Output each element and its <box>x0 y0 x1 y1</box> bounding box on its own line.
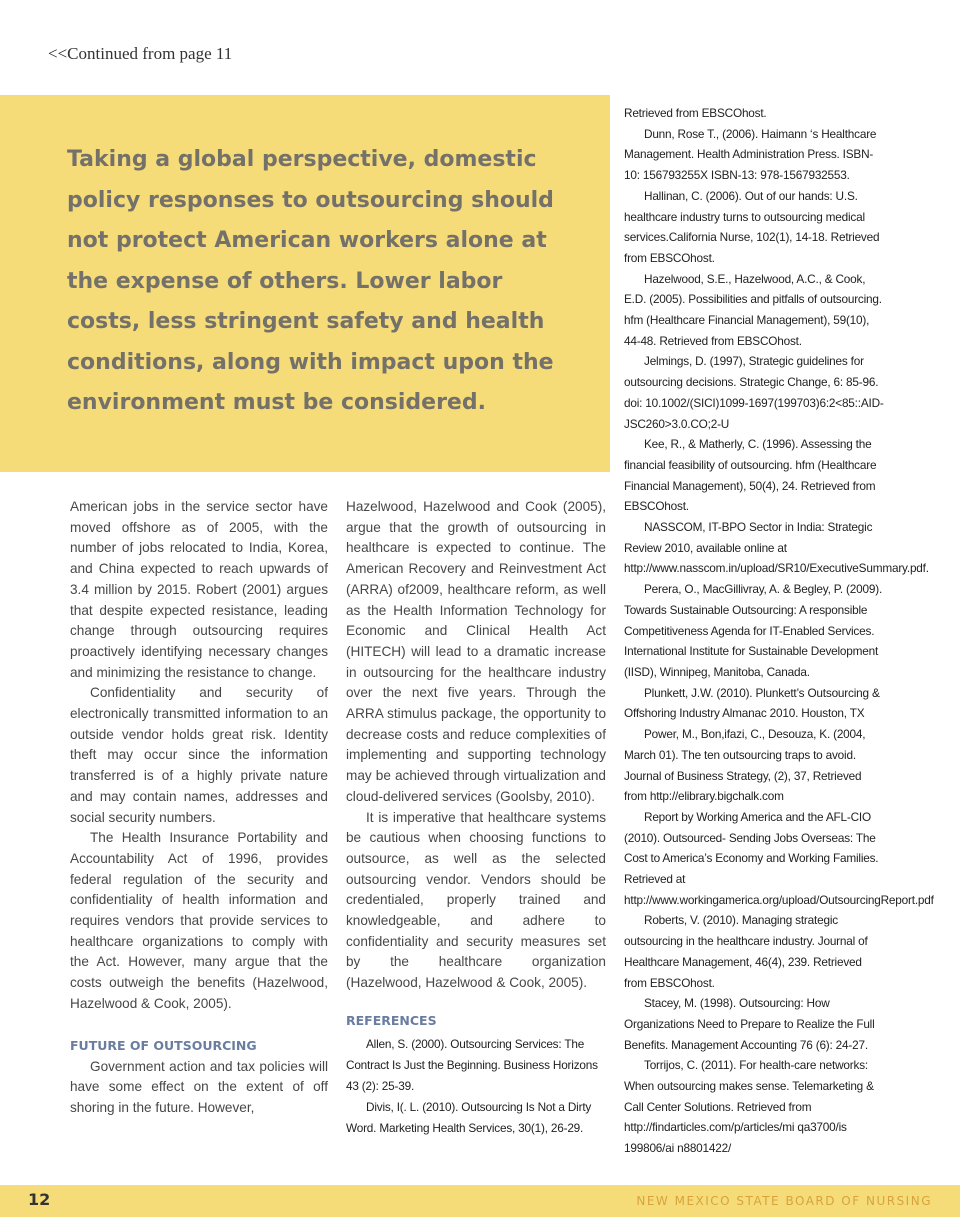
reference-item: Power, M., Bon,ifazi, C., Desouza, K. (2004, March 01). The ten outsourcing traps to avoid. Journal of Business Strategy, (2), 37, Retrieved from http://elibrary.bigchalk.com <box>624 727 866 804</box>
body-paragraph: Hazelwood, Hazelwood and Cook (2005), argue that the growth of outsourcing in healthcare is expected to continue. The American Recovery and Reinvestment Act (ARRA) of2009, healthcare reform, as well as the Health Information Technology for Economic and Clinical Health Act (HITECH) will lead to a dramatic increase in outsourcing for the healthcare industry over the next five years. Through the ARRA stimulus package, the opportunity to decrease costs and reduce complexities of implementing and supporting technology may be achieved through virtualization and cloud-delivered services (Goolsby, 2010). <box>346 499 606 804</box>
pullquote: Taking a global perspective, domestic policy responses to outsourcing should not protect American workers alone at the expense of others. Lower labor costs, less stringent safety and health conditions, along with impact upon the environment must be considered. <box>67 147 554 415</box>
section-heading-references: REFERENCES <box>346 1012 437 1028</box>
publication-name: NEW MEXICO STATE BOARD OF NURSING <box>636 1194 932 1208</box>
references-column-3 <box>624 103 934 1159</box>
article-column-2 <box>346 497 606 1139</box>
reference-item: Allen, S. (2000). Outsourcing Services: The Contract Is Just the Beginning. Business Horizons 43 (2): 25-39. <box>346 1036 598 1093</box>
reference-item: Kee, R., & Matherly, C. (1996). Assessing the financial feasibility of outsourcing. hfm (Healthcare Financial Management), 50(4), 24. Retrieved from EBSCOhost. <box>624 437 877 514</box>
article-column-1 <box>70 497 328 1119</box>
reference-item: Divis, I(. L. (2010). Outsourcing Is Not a Dirty Word. Marketing Health Services, 30(1), 26-29. <box>346 1099 592 1135</box>
section-heading-future: FUTURE OF OUTSOURCING <box>70 1037 257 1053</box>
continued-from-note: <<Continued from page 11 <box>48 44 233 63</box>
reference-item: Stacey, M. (1998). Outsourcing: How Organizations Need to Prepare to Realize the Full Benefits. Management Accounting 76 (6): 24-27. <box>624 996 875 1052</box>
reference-item: NASSCOM, IT-BPO Sector in India: Strategic Review 2010, available online at http://www.nasscom.in/upload/SR10/ExecutiveSummary.pdf. <box>624 520 929 576</box>
reference-item: Torrijos, C. (2011). For health-care networks: When outsourcing makes sense. Telemarketing & Call Center Solutions. Retrieved from http://findarticles.com/p/articles/mi qa3700/is 199806/ai n8801422/ <box>624 1058 874 1156</box>
body-paragraph: The Health Insurance Portability and Accountability Act of 1996, provides federal regulation of the security and confidentiality of health information and requires vendors that provide services to healthcare organizations to comply with the Act. However, many argue that the costs outweigh the benefits (Hazelwood, Hazelwood & Cook, 2005). <box>70 830 328 1011</box>
reference-item: Perera, O., MacGillivray, A. & Begley, P. (2009). Towards Sustainable Outsourcing: A responsible Competitiveness Agenda for IT-Enabled Services. International Institute for Sustainable Development (IISD), Winnipeg, Manitoba, Canada. <box>624 582 883 679</box>
reference-item: Plunkett, J.W. (2010). Plunkett’s Outsourcing & Offshoring Industry Almanac 2010. Houston, TX <box>624 685 880 721</box>
page-number: 12 <box>28 1190 51 1209</box>
reference-item: Hallinan, C. (2006). Out of our hands: U.S. healthcare industry turns to outsourcing medical services.California Nurse, 102(1), 14-18. Retrieved from EBSCOhost. <box>624 188 880 265</box>
reference-item: Hazelwood, S.E., Hazelwood, A.C., & Cook, E.D. (2005). Possibilities and pitfalls of outsourcing. hfm (Healthcare Financial Management), 59(10), 44-48. Retrieved from EBSCOhost. <box>624 271 882 348</box>
reference-item: Report by Working America and the AFL-CIO (2010). Outsourced- Sending Jobs Overseas: The Cost to America’s Economy and Working Families. Retrieved at http://www.workingamerica.org/upload/OutsourcingReport.pdf <box>624 809 934 907</box>
reference-item: Retrieved from EBSCOhost. <box>624 106 767 120</box>
body-paragraph: Government action and tax policies will have some effect on the extent of off shoring in the future. However, <box>70 1058 328 1115</box>
body-paragraph: American jobs in the service sector have moved offshore as of 2005, with the number of jobs relocated to India, Korea, and China expected to reach upwards of 3.4 million by 2015. Robert (2001) argues that despite expected resistance, leading change through outsourcing requires proactively identifying necessary changes and minimizing the resistance to change. <box>70 499 328 680</box>
body-paragraph: It is imperative that healthcare systems be cautious when choosing functions to outsource, as well as the selected outsourcing vendor. Vendors should be credentialed, properly trained and knowledgeable, and adhere to confidentiality and security measures set by the healthcare organization (Hazelwood, Hazelwood & Cook, 2005). <box>346 809 606 991</box>
reference-item: Jelmings, D. (1997), Strategic guidelines for outsourcing decisions. Strategic Change, 6: 85-96. doi: 10.1002/(SICI)1099-1697(199703)6:2<85::AID-JSC260>3.0.CO;2-U <box>624 354 884 431</box>
body-paragraph: Confidentiality and security of electronically transmitted information to an outside vendor holds great risk. Identity theft may occur since the information transferred is of a highly private nature and may contain names, addresses and social security numbers. <box>70 685 328 825</box>
reference-list <box>346 1034 606 1139</box>
reference-item: Roberts, V. (2010). Managing strategic outsourcing in the healthcare industry. Journal of Healthcare Management, 46(4), 239. Retrieved from EBSCOhost. <box>624 913 868 990</box>
reference-item: Dunn, Rose T., (2006). Haimann ‘s Healthcare Management. Health Administration Press. ISBN-10: 156793255X ISBN-13: 978-1567932553. <box>624 126 877 183</box>
